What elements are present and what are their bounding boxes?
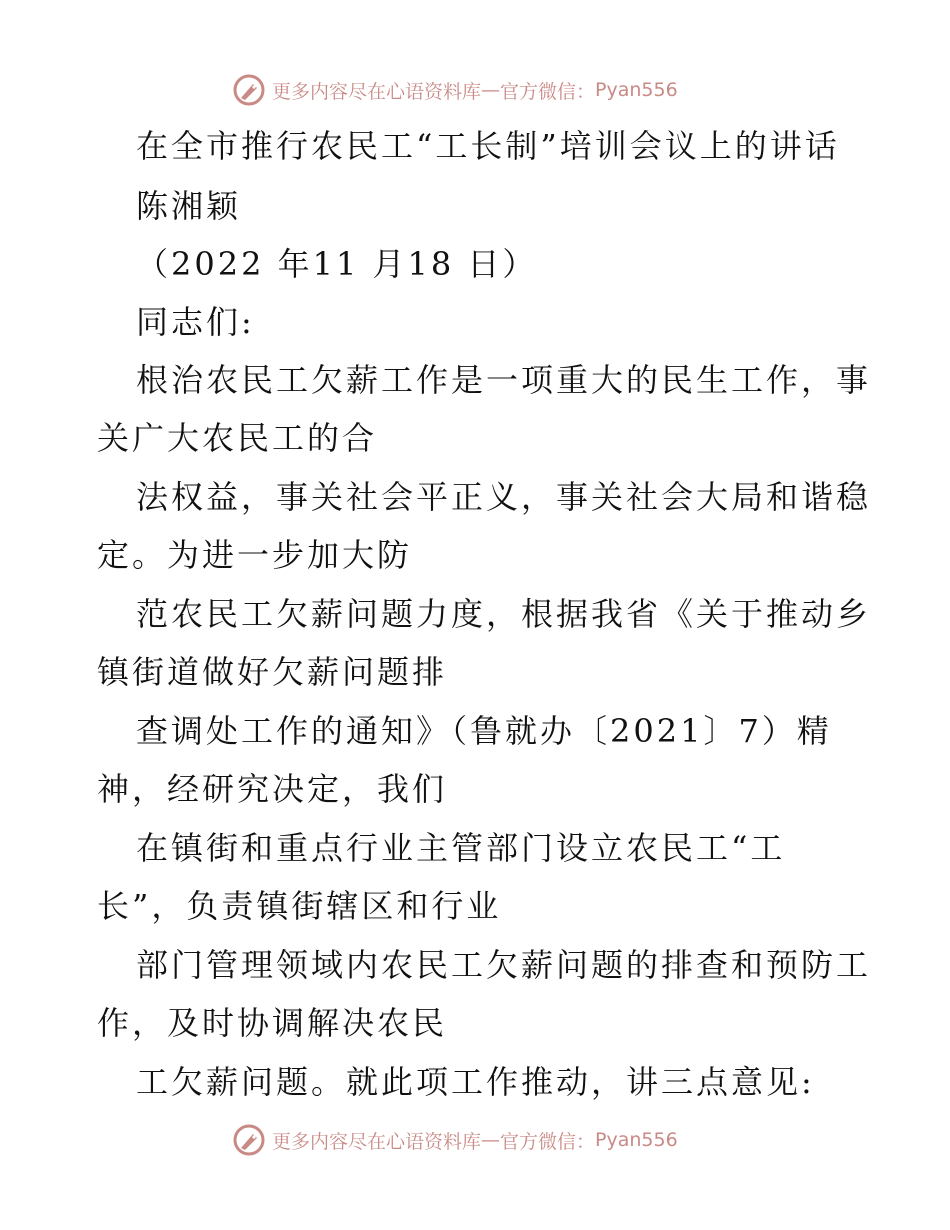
document-author: 陈湘颖: [136, 187, 242, 225]
paragraph-line: 根治农民工欠薪工作是一项重大的民生工作，事: [136, 361, 872, 399]
document-salutation: 同志们:: [136, 303, 255, 341]
paragraph-line: 工欠薪问题。就此项工作推动，讲三点意见:: [136, 1063, 815, 1101]
pen-nib-logo-icon: [232, 1123, 266, 1157]
watermark-text: 更多内容尽在心语资料库: [272, 1130, 482, 1153]
watermark-dash: —: [481, 79, 501, 101]
watermark-wechat-id: Pyan556: [595, 79, 678, 101]
document-title: 在全市推行农民工“工长制”培训会议上的讲话: [136, 127, 840, 165]
paragraph-line: 作，及时协调解决农民: [97, 1004, 448, 1042]
watermark-wechat-id: Pyan556: [595, 1129, 678, 1151]
paragraph-line: 定。为进一步加大防: [97, 536, 413, 574]
watermark-header: [232, 72, 752, 108]
watermark-official: 官方微信：: [500, 1130, 596, 1153]
watermark-dash: —: [481, 1129, 501, 1151]
paragraph-line: 部门管理领域内农民工欠薪问题的排查和预防工: [136, 946, 872, 984]
watermark-footer: [232, 1122, 752, 1158]
pen-nib-logo-icon: [232, 73, 266, 107]
document-date: （2022 年11 月18 日）: [136, 245, 538, 283]
paragraph-line: 范农民工欠薪问题力度，根据我省《关于推动乡: [136, 595, 872, 633]
paragraph-line: 神，经研究决定，我们: [97, 770, 448, 808]
watermark-official: 官方微信：: [500, 80, 596, 103]
paragraph-line: 在镇街和重点行业主管部门设立农民工“工: [136, 829, 786, 867]
paragraph-line: 查调处工作的通知》（鲁就办〔2021〕7）精: [136, 712, 832, 750]
paragraph-line: 长”，负责镇街辖区和行业: [97, 887, 502, 925]
watermark-text: 更多内容尽在心语资料库: [272, 80, 482, 103]
paragraph-line: 镇街道做好欠薪问题排: [97, 653, 448, 691]
paragraph-line: 关广大农民工的合: [97, 419, 378, 457]
paragraph-line: 法权益，事关社会平正义，事关社会大局和谐稳: [136, 478, 872, 516]
